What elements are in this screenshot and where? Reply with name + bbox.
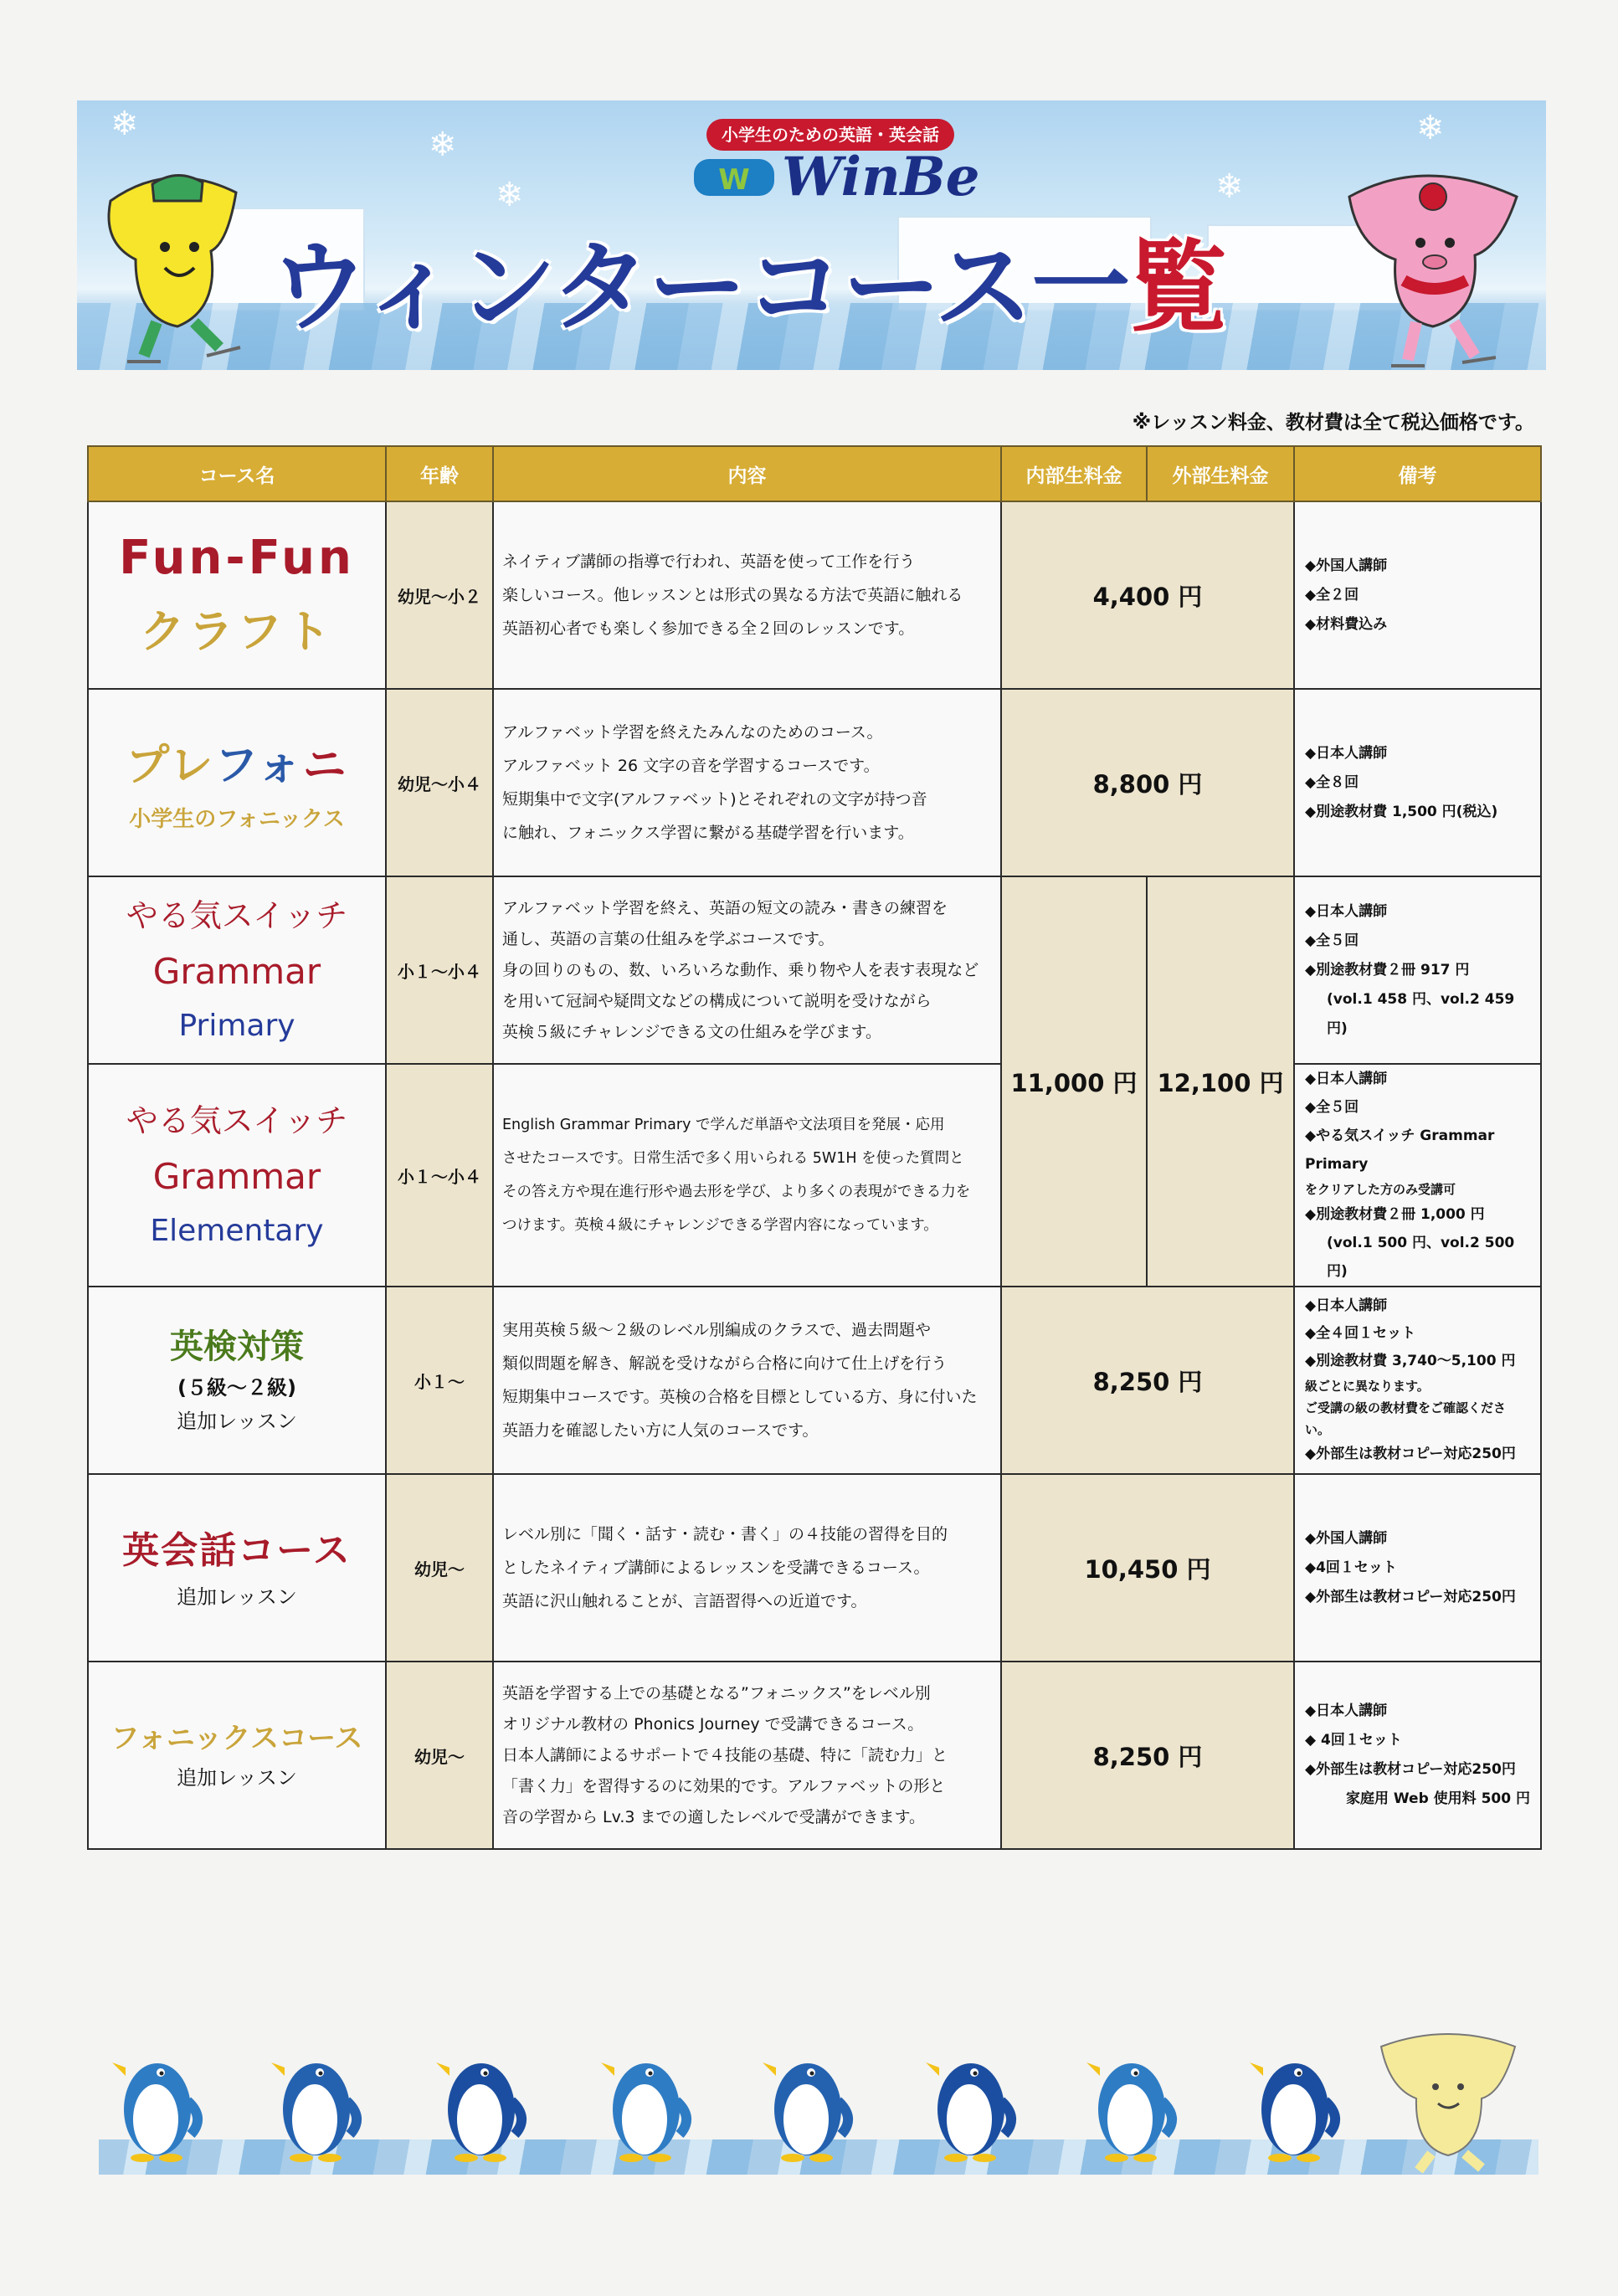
description-line: 身の回りのもの、数、いろいろな動作、乗り物や人を表す表現など	[502, 960, 979, 979]
course-name-cell	[88, 1474, 386, 1662]
notes-cell	[1294, 689, 1541, 876]
course-name: やる気スイッチ	[126, 1102, 348, 1139]
description-line: 楽しいコース。他レッスンとは形式の異なる方法で英語に触れる	[502, 586, 963, 604]
notes-cell	[1294, 1064, 1541, 1287]
note-line: ◆外国人講師	[1305, 557, 1388, 574]
price-cell: 8,250 円	[1001, 1287, 1294, 1474]
notes-cell	[1294, 1287, 1541, 1474]
description-line: 短期集中コースです。英検の合格を目標としている方、身に付いた	[502, 1388, 978, 1406]
course-subname: Elementary	[150, 1214, 324, 1248]
course-tag: 追加レッスン	[177, 1585, 297, 1609]
description-cell	[493, 1662, 1001, 1849]
table-row	[88, 501, 1541, 689]
note-line: ◆日本人講師	[1305, 1703, 1388, 1719]
age-cell: 小１～小４	[386, 876, 493, 1064]
course-table	[87, 445, 1542, 1850]
logo-text: WinBe	[782, 146, 980, 208]
header-banner	[77, 100, 1546, 370]
note-line: 級ごとに異なります。	[1305, 1379, 1430, 1394]
column-header: 年齢	[386, 446, 493, 501]
svg-text:W: W	[718, 163, 750, 197]
yellow-mascot-icon	[85, 167, 270, 368]
course-name-cell	[88, 501, 386, 689]
penguin-icon	[1245, 2042, 1345, 2164]
notes-cell	[1294, 501, 1541, 689]
course-name	[90, 729, 384, 803]
penguin-icon	[431, 2042, 532, 2164]
course-name: やる気スイッチ	[126, 897, 348, 934]
course-name: Grammar	[152, 1156, 321, 1197]
note-line: ◆全２回	[1305, 586, 1359, 604]
course-name-cell	[88, 876, 386, 1064]
description-line: オリジナル教材の Phonics Journey で受講できるコース。	[502, 1714, 924, 1734]
description-line: に触れ、フォニックス学習に繋がる基礎学習を行います。	[502, 824, 914, 842]
note-line: ◆ 4回１セット	[1305, 1732, 1402, 1749]
table-row	[88, 1287, 1541, 1474]
description-line: 日本人講師によるサポートで４技能の基礎、特に「読む力」と	[502, 1745, 948, 1764]
snowflake-icon: ❄	[496, 176, 524, 214]
description-line: 類似問題を解き、解説を受けながら合格に向けて仕上げを行う	[502, 1354, 948, 1373]
penguin-icon	[1081, 2042, 1182, 2164]
column-header: 内部生料金	[1001, 446, 1147, 501]
course-tag: 追加レッスン	[177, 1766, 297, 1790]
penguin-icon	[921, 2042, 1021, 2164]
logo-ribbon: 小学生のための英語・英会話	[706, 119, 954, 151]
note-line: ◆全８回	[1305, 773, 1359, 791]
table-row	[88, 1064, 1541, 1287]
course-name-cell	[88, 1662, 386, 1849]
note-line: ◆別途教材費２冊 1,000 円	[1305, 1206, 1485, 1223]
description-line: 英語初心者でも楽しく参加できる全２回のレッスンです。	[502, 619, 915, 638]
notes-cell	[1294, 1662, 1541, 1849]
course-name: フォニックスコース	[110, 1722, 363, 1755]
note-line: ◆日本人講師	[1305, 1297, 1388, 1314]
course-tag: 追加レッスン	[177, 1410, 297, 1433]
age-cell: 幼児～	[386, 1662, 493, 1849]
snowflake-icon: ❄	[1416, 109, 1445, 147]
course-name-cell	[88, 689, 386, 876]
price-cell: 4,400 円	[1001, 501, 1294, 689]
table-row	[88, 876, 1541, 1064]
description-line: させたコースです。日常生活で多く用いられる 5W1H を使った質問と	[502, 1150, 964, 1167]
description-line: 英検５級にチャレンジできる文の仕組みを学びます。	[502, 1022, 881, 1041]
penguin-icon	[758, 2042, 858, 2164]
note-line: ◆材料費込み	[1305, 615, 1388, 633]
note-line: ◆外国人講師	[1305, 1529, 1388, 1547]
description-cell	[493, 1064, 1001, 1287]
age-cell: 幼児～小２	[386, 501, 493, 689]
note-line: ◆日本人講師	[1305, 744, 1388, 762]
note-line: ◆別途教材費 3,740～5,100 円	[1305, 1353, 1516, 1369]
note-line: ◆別途教材費２冊 917 円	[1305, 961, 1470, 978]
title-last-char: 覧	[1128, 229, 1226, 345]
description-cell	[493, 501, 1001, 689]
course-name-part: フォ	[214, 741, 303, 791]
course-subname: 小学生のフォニックス	[129, 807, 345, 832]
note-line: ◆外部生は教材コピー対応250円	[1305, 1588, 1516, 1605]
note-line: をクリアした方のみ受講可	[1305, 1182, 1456, 1197]
course-subname: Primary	[178, 1009, 295, 1043]
note-line: ◆別途教材費 1,500 円(税込)	[1305, 803, 1498, 820]
description-line: 実用英検５級～２級のレベル別編成のクラスで、過去問題や	[502, 1321, 932, 1339]
description-line: English Grammar Primary で学んだ単語や文法項目を発展・応用	[502, 1117, 945, 1133]
column-header: 内容	[493, 446, 1001, 501]
course-subname: クラフト	[140, 605, 334, 658]
age-cell: 小１～	[386, 1287, 493, 1474]
description-cell	[493, 689, 1001, 876]
internal-price-cell: 11,000 円	[1001, 876, 1147, 1287]
note-line: ◆全５回	[1305, 1099, 1359, 1116]
note-line: 家庭用 Web 使用料 500 円	[1345, 1790, 1530, 1807]
description-line: 英語を学習する上での基礎となる”フォニックス”をレベル別	[502, 1683, 931, 1703]
snowflake-icon: ❄	[110, 105, 139, 143]
course-name-part: プレ	[126, 741, 215, 791]
note-line: ◆全４回１セット	[1305, 1325, 1416, 1342]
description-line: 短期集中で文字(アルファベット)とそれぞれの文字が持つ音	[502, 790, 927, 809]
description-line: アルファベット学習を終え、英語の短文の読み・書きの練習を	[502, 898, 948, 917]
page-title	[270, 208, 1225, 350]
description-cell	[493, 1287, 1001, 1474]
course-name: Fun-Fun	[119, 531, 355, 585]
description-line: 英語力を確認したい方に人気のコースです。	[502, 1421, 819, 1440]
description-line: 「書く力」を習得するのに効果的です。アルファベットの形と	[502, 1776, 946, 1795]
course-subname: (５級～２級)	[177, 1376, 296, 1400]
description-line: としたネイティブ講師によるレッスンを受講できるコース。	[502, 1559, 930, 1577]
note-line: ◆全５回	[1305, 932, 1359, 949]
note-line: (vol.1 500 円、vol.2 500 円)	[1327, 1235, 1515, 1280]
table-row	[88, 1662, 1541, 1849]
notes-cell	[1294, 1474, 1541, 1662]
description-line: レベル別に「聞く・話す・読む・書く」の４技能の習得を目的	[502, 1525, 948, 1544]
age-cell: 小１～小４	[386, 1064, 493, 1287]
course-name-cell	[88, 1064, 386, 1287]
note-line: ◆日本人講師	[1305, 902, 1388, 920]
description-line: アルファベット 26 文字の音を学習するコースです。	[502, 757, 880, 775]
description-line: 英語に沢山触れることが、言語習得への近道です。	[502, 1592, 867, 1610]
note-line: ◆外部生は教材コピー対応250円	[1305, 1761, 1516, 1778]
winbe-logo-icon	[692, 154, 776, 201]
description-line: つけます。英検４級にチャレンジできる学習内容になっています。	[502, 1217, 938, 1234]
yellow-mascot-icon	[1373, 2030, 1523, 2176]
notes-cell	[1294, 876, 1541, 1064]
note-line: ご受講の級の教材費をご確認ください。	[1305, 1400, 1507, 1437]
tax-note: ※レッスン料金、教材費は全て税込価格です。	[1132, 412, 1534, 434]
description-line: ネイティブ講師の指導で行われ、英語を使って工作を行う	[502, 552, 916, 571]
column-header: 備考	[1294, 446, 1541, 501]
note-line: ◆日本人講師	[1305, 1071, 1388, 1087]
column-header: 外部生料金	[1147, 446, 1294, 501]
age-cell: 幼児～小４	[386, 689, 493, 876]
note-line: (vol.1 458 円、vol.2 459 円)	[1327, 990, 1515, 1037]
age-cell: 幼児～	[386, 1474, 493, 1662]
penguin-icon	[107, 2042, 208, 2164]
penguin-icon	[596, 2042, 696, 2164]
price-cell: 8,800 円	[1001, 689, 1294, 876]
course-name-cell	[88, 1287, 386, 1474]
price-cell: 8,250 円	[1001, 1662, 1294, 1849]
table-row	[88, 689, 1541, 876]
external-price-cell: 12,100 円	[1147, 876, 1294, 1287]
note-line: ◆外部生は教材コピー対応250円	[1305, 1446, 1516, 1462]
description-line: アルファベット学習を終えたみんなのためのコース。	[502, 723, 883, 742]
price-cell: 10,450 円	[1001, 1474, 1294, 1662]
description-line: 音の学習から Lv.3 までの適したレベルで受講ができます。	[502, 1807, 926, 1826]
column-header: コース名	[88, 446, 386, 501]
note-line: ◆4回１セット	[1305, 1559, 1397, 1576]
title-main-text: ウィンターコース一	[270, 229, 1129, 345]
snowflake-icon: ❄	[1215, 167, 1244, 206]
course-name: Grammar	[152, 951, 321, 992]
description-cell	[493, 1474, 1001, 1662]
course-name-part: ニ	[302, 741, 348, 791]
table-header-row	[88, 446, 1541, 501]
snowflake-icon: ❄	[429, 126, 457, 164]
penguin-icon	[266, 2042, 367, 2164]
course-name: 英会話コース	[122, 1529, 352, 1572]
note-line: ◆やる気スイッチ Grammar Primary	[1305, 1127, 1495, 1173]
description-line: 通し、英語の言葉の仕組みを学ぶコースです。	[502, 929, 835, 948]
description-line: を用いて冠詞や疑問文などの構成について説明を受けながら	[502, 991, 932, 1010]
description-line: その答え方や現在進行形や過去形を学び、より多くの表現ができる力を	[502, 1184, 971, 1200]
course-name: 英検対策	[170, 1328, 304, 1366]
table-row	[88, 1474, 1541, 1662]
description-cell	[493, 876, 1001, 1064]
pink-mascot-icon	[1333, 163, 1533, 370]
